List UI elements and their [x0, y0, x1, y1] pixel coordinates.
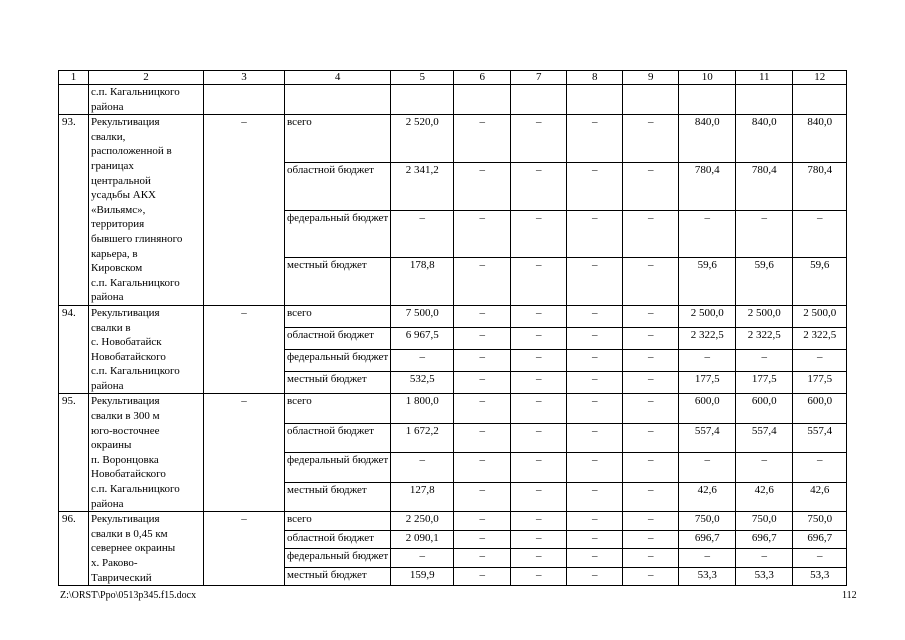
total-cell: 2 520,0	[391, 115, 454, 163]
source-label-cell: областной бюджет	[285, 162, 391, 210]
name-line: с.п. Кагальницкого	[91, 86, 180, 98]
total-cell: 2 250,0	[391, 512, 454, 530]
year-cell-c12: 750,0	[793, 512, 847, 530]
year-cell-c12: 59,6	[793, 258, 847, 306]
cont-col11-cell	[736, 85, 793, 115]
name-line: Новобатайского	[91, 350, 166, 363]
name-line: района	[91, 100, 124, 113]
cont-col12-cell	[793, 85, 847, 115]
year-cell-c10: 750,0	[679, 512, 736, 530]
cont-col5-cell	[391, 85, 454, 115]
name-line: п. Воронцовка	[91, 453, 159, 466]
cont-col10-cell	[679, 85, 736, 115]
year-cell-c8: –	[567, 567, 623, 586]
year-cell-c7: –	[511, 530, 567, 548]
total-cell: 1 672,2	[391, 423, 454, 452]
year-cell-c6: –	[454, 372, 511, 394]
year-cell-c10: 696,7	[679, 530, 736, 548]
total-cell: 1 800,0	[391, 394, 454, 423]
source-label-cell: областной бюджет	[285, 328, 391, 350]
source-label-cell: местный бюджет	[285, 482, 391, 511]
year-cell-c10: 600,0	[679, 394, 736, 423]
year-cell-c11: –	[736, 350, 793, 372]
year-cell-c9: –	[623, 258, 679, 306]
year-cell-c10: 42,6	[679, 482, 736, 511]
year-cell-c8: –	[567, 305, 623, 327]
year-cell-c6: –	[454, 305, 511, 327]
year-cell-c8: –	[567, 530, 623, 548]
year-cell-c8: –	[567, 482, 623, 511]
year-cell-c10: 840,0	[679, 115, 736, 163]
project-name-cell	[89, 394, 204, 512]
year-cell-c8: –	[567, 328, 623, 350]
year-cell-c12: 53,3	[793, 567, 847, 586]
name-line: Рекультивация	[91, 513, 160, 526]
name-line: усадьбы АКХ	[91, 189, 156, 202]
year-cell-c10: 2 322,5	[679, 328, 736, 350]
year-cell-c10: 557,4	[679, 423, 736, 452]
table-body	[59, 71, 847, 586]
year-cell-c9: –	[623, 482, 679, 511]
cont-col7-cell	[511, 85, 567, 115]
year-cell-c6: –	[454, 549, 511, 567]
year-cell-c6: –	[454, 423, 511, 452]
name-line: с.п. Кагальницкого	[91, 276, 180, 289]
source-label-cell: федеральный бюджет	[285, 350, 391, 372]
header-cell-5: 5	[391, 71, 454, 85]
year-cell-c10: 2 500,0	[679, 305, 736, 327]
year-cell-c7: –	[511, 162, 567, 210]
cont-col9-cell	[623, 85, 679, 115]
year-cell-c11: 696,7	[736, 530, 793, 548]
header-cell-1: 1	[59, 71, 89, 85]
year-cell-c10: –	[679, 549, 736, 567]
year-cell-c11: 840,0	[736, 115, 793, 163]
year-cell-c11: –	[736, 210, 793, 258]
year-cell-c6: –	[454, 453, 511, 482]
year-cell-c11: 557,4	[736, 423, 793, 452]
year-cell-c9: –	[623, 210, 679, 258]
cont-col8-cell	[567, 85, 623, 115]
name-line: «Вильямс»,	[91, 203, 146, 216]
name-line: с. Новобатайск	[91, 336, 162, 349]
year-cell-c7: –	[511, 567, 567, 586]
name-line: расположенной в	[91, 145, 172, 158]
budget-row	[59, 115, 847, 163]
total-cell: –	[391, 210, 454, 258]
col3-cell: –	[204, 115, 285, 306]
source-label-cell: федеральный бюджет	[285, 210, 391, 258]
header-cell-4: 4	[285, 71, 391, 85]
header-row	[59, 71, 847, 85]
header-cell-12: 12	[793, 71, 847, 85]
year-cell-c10: –	[679, 210, 736, 258]
year-cell-c11: 2 500,0	[736, 305, 793, 327]
year-cell-c11: 750,0	[736, 512, 793, 530]
name-line: Рекультивация	[91, 395, 160, 408]
year-cell-c9: –	[623, 162, 679, 210]
year-cell-c6: –	[454, 482, 511, 511]
source-label-cell: местный бюджет	[285, 567, 391, 586]
name-line: окраины	[91, 439, 132, 452]
total-cell: 6 967,5	[391, 328, 454, 350]
source-label-cell: всего	[285, 305, 391, 327]
header-cell-2: 2	[89, 71, 204, 85]
name-line: севернее окраины	[91, 542, 176, 555]
year-cell-c7: –	[511, 512, 567, 530]
name-line: х. Раково-	[91, 557, 138, 569]
year-cell-c8: –	[567, 210, 623, 258]
year-cell-c7: –	[511, 372, 567, 394]
year-cell-c11: 42,6	[736, 482, 793, 511]
name-line: с.п. Кагальницкого	[91, 483, 180, 496]
project-number-cell: 96.	[59, 512, 89, 586]
footer-page-number: 112	[842, 590, 857, 601]
year-cell-c9: –	[623, 115, 679, 163]
name-line: района	[91, 497, 124, 510]
budget-row	[59, 512, 847, 530]
year-cell-c10: 177,5	[679, 372, 736, 394]
year-cell-c7: –	[511, 482, 567, 511]
year-cell-c10: 53,3	[679, 567, 736, 586]
year-cell-c10: 59,6	[679, 258, 736, 306]
total-cell: 532,5	[391, 372, 454, 394]
year-cell-c11: –	[736, 453, 793, 482]
year-cell-c8: –	[567, 115, 623, 163]
source-label-cell: областной бюджет	[285, 423, 391, 452]
year-cell-c7: –	[511, 394, 567, 423]
year-cell-c6: –	[454, 328, 511, 350]
footer-file-path: Z:\ORST\Ppo\0513p345.f15.docx	[60, 590, 197, 601]
name-line: свалки в	[91, 321, 131, 334]
source-label-cell: всего	[285, 512, 391, 530]
total-cell: 2 090,1	[391, 530, 454, 548]
header-cell-3: 3	[204, 71, 285, 85]
name-line: района	[91, 291, 124, 304]
cont-col4-cell	[285, 85, 391, 115]
year-cell-c12: 177,5	[793, 372, 847, 394]
year-cell-c7: –	[511, 210, 567, 258]
year-cell-c9: –	[623, 350, 679, 372]
name-line: Новобатайского	[91, 468, 166, 481]
year-cell-c12: –	[793, 549, 847, 567]
year-cell-c11: 600,0	[736, 394, 793, 423]
total-cell: 127,8	[391, 482, 454, 511]
source-label-cell: всего	[285, 115, 391, 163]
year-cell-c9: –	[623, 530, 679, 548]
header-cell-8: 8	[567, 71, 623, 85]
year-cell-c10: 780,4	[679, 162, 736, 210]
budget-table	[58, 70, 847, 586]
year-cell-c7: –	[511, 423, 567, 452]
year-cell-c7: –	[511, 328, 567, 350]
source-label-cell: федеральный бюджет	[285, 453, 391, 482]
total-cell: –	[391, 549, 454, 567]
year-cell-c6: –	[454, 210, 511, 258]
source-label-cell: федеральный бюджет	[285, 549, 391, 567]
budget-row	[59, 394, 847, 423]
cont-num-cell	[59, 85, 89, 115]
year-cell-c9: –	[623, 512, 679, 530]
name-line: бывшего глиняного	[91, 232, 183, 245]
name-line: границах	[91, 159, 134, 172]
total-cell: 178,8	[391, 258, 454, 306]
year-cell-c8: –	[567, 350, 623, 372]
year-cell-c6: –	[454, 258, 511, 306]
col3-cell: –	[204, 512, 285, 586]
continuation-name-cell	[89, 85, 204, 115]
project-number-cell: 93.	[59, 115, 89, 306]
year-cell-c12: 696,7	[793, 530, 847, 548]
header-cell-6: 6	[454, 71, 511, 85]
project-name-cell	[89, 305, 204, 394]
year-cell-c12: 42,6	[793, 482, 847, 511]
year-cell-c9: –	[623, 567, 679, 586]
year-cell-c10: –	[679, 350, 736, 372]
year-cell-c8: –	[567, 162, 623, 210]
year-cell-c11: –	[736, 549, 793, 567]
name-line: центральной	[91, 174, 151, 187]
year-cell-c7: –	[511, 350, 567, 372]
year-cell-c9: –	[623, 372, 679, 394]
name-line: территория	[91, 218, 145, 231]
project-name-cell	[89, 115, 204, 306]
year-cell-c12: –	[793, 453, 847, 482]
source-label-cell: местный бюджет	[285, 372, 391, 394]
continuation-row	[59, 85, 847, 115]
source-label-cell: областной бюджет	[285, 530, 391, 548]
total-cell: –	[391, 350, 454, 372]
year-cell-c12: 600,0	[793, 394, 847, 423]
year-cell-c8: –	[567, 512, 623, 530]
year-cell-c7: –	[511, 115, 567, 163]
source-label-cell: местный бюджет	[285, 258, 391, 306]
year-cell-c11: 2 322,5	[736, 328, 793, 350]
year-cell-c6: –	[454, 530, 511, 548]
total-cell: 2 341,2	[391, 162, 454, 210]
year-cell-c11: 177,5	[736, 372, 793, 394]
source-label-cell: всего	[285, 394, 391, 423]
year-cell-c7: –	[511, 549, 567, 567]
year-cell-c9: –	[623, 549, 679, 567]
name-line: с.п. Кагальницкого	[91, 365, 180, 378]
year-cell-c12: 2 500,0	[793, 305, 847, 327]
header-cell-7: 7	[511, 71, 567, 85]
year-cell-c12: –	[793, 210, 847, 258]
header-cell-10: 10	[679, 71, 736, 85]
year-cell-c6: –	[454, 115, 511, 163]
year-cell-c11: 53,3	[736, 567, 793, 586]
year-cell-c12: –	[793, 350, 847, 372]
cont-col6-cell	[454, 85, 511, 115]
year-cell-c12: 780,4	[793, 162, 847, 210]
year-cell-c9: –	[623, 453, 679, 482]
year-cell-c8: –	[567, 394, 623, 423]
name-line: Кировском	[91, 262, 143, 275]
year-cell-c8: –	[567, 453, 623, 482]
header-cell-11: 11	[736, 71, 793, 85]
year-cell-c9: –	[623, 328, 679, 350]
total-cell: 7 500,0	[391, 305, 454, 327]
name-line: района	[91, 379, 124, 392]
name-line: Рекультивация	[91, 116, 160, 129]
budget-row	[59, 305, 847, 327]
year-cell-c11: 780,4	[736, 162, 793, 210]
total-cell: 159,9	[391, 567, 454, 586]
year-cell-c8: –	[567, 549, 623, 567]
year-cell-c7: –	[511, 305, 567, 327]
year-cell-c8: –	[567, 423, 623, 452]
year-cell-c12: 557,4	[793, 423, 847, 452]
year-cell-c9: –	[623, 394, 679, 423]
year-cell-c8: –	[567, 372, 623, 394]
col3-cell: –	[204, 394, 285, 512]
cont-col3-cell	[204, 85, 285, 115]
year-cell-c6: –	[454, 394, 511, 423]
name-line: свалки в 300 м	[91, 410, 160, 423]
name-line: свалки в 0,45 км	[91, 527, 168, 540]
year-cell-c7: –	[511, 453, 567, 482]
project-number-cell: 95.	[59, 394, 89, 512]
year-cell-c11: 59,6	[736, 258, 793, 306]
total-cell: –	[391, 453, 454, 482]
name-line: карьера, в	[91, 247, 138, 260]
year-cell-c12: 840,0	[793, 115, 847, 163]
year-cell-c8: –	[567, 258, 623, 306]
year-cell-c12: 2 322,5	[793, 328, 847, 350]
year-cell-c9: –	[623, 423, 679, 452]
year-cell-c6: –	[454, 512, 511, 530]
name-line: Рекультивация	[91, 306, 160, 319]
year-cell-c9: –	[623, 305, 679, 327]
year-cell-c7: –	[511, 258, 567, 306]
col3-cell: –	[204, 305, 285, 394]
name-line: Таврический	[91, 571, 152, 584]
year-cell-c10: –	[679, 453, 736, 482]
header-cell-9: 9	[623, 71, 679, 85]
project-number-cell: 94.	[59, 305, 89, 394]
name-line: свалки,	[91, 130, 126, 143]
project-name-cell	[89, 512, 204, 586]
year-cell-c6: –	[454, 162, 511, 210]
year-cell-c6: –	[454, 567, 511, 586]
year-cell-c6: –	[454, 350, 511, 372]
name-line: юго-восточнее	[91, 424, 160, 437]
